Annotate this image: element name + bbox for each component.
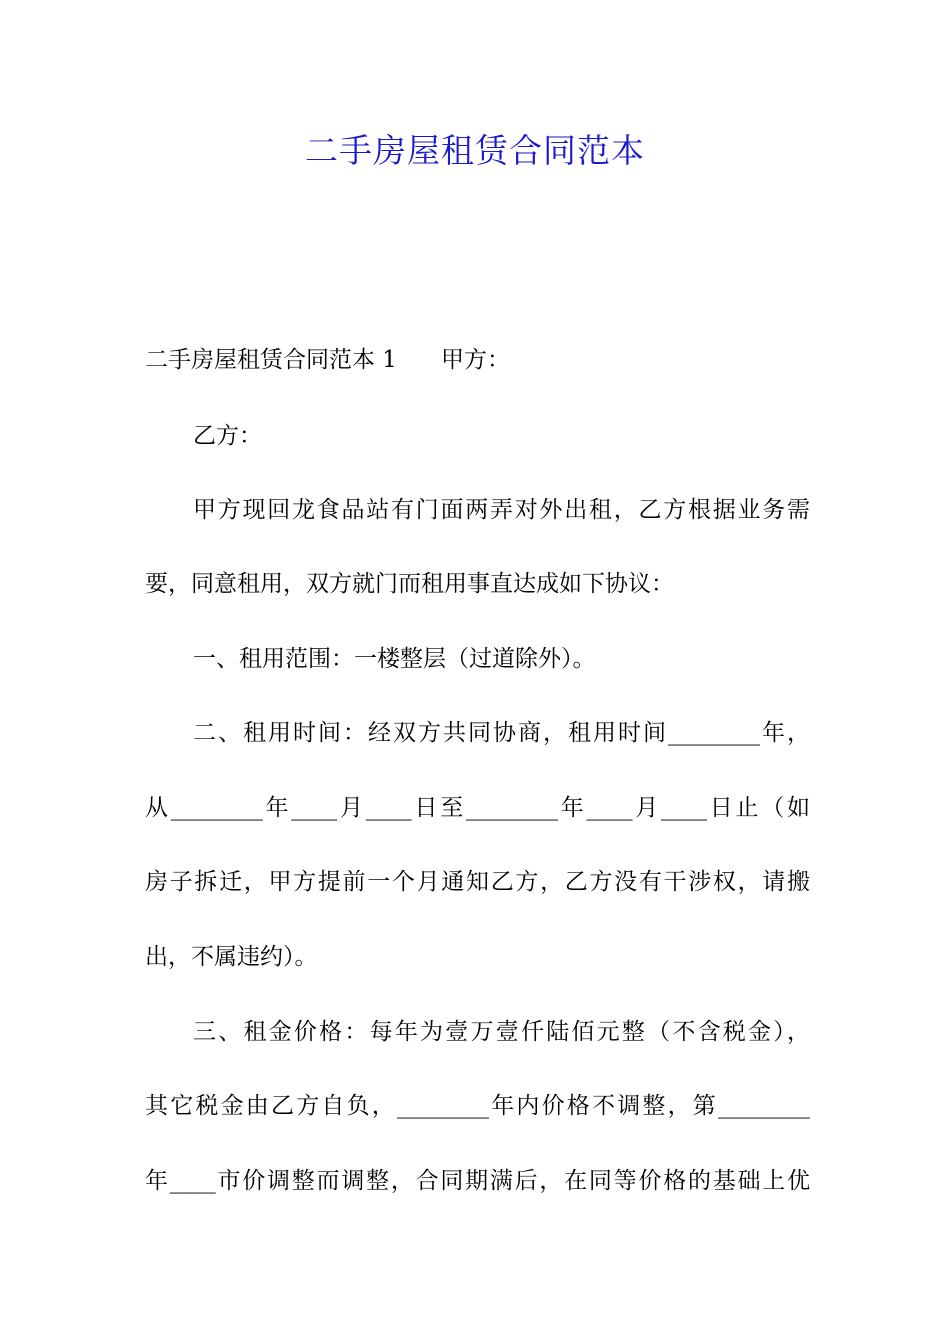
paragraph-line: 要，同意租用，双方就门而租用事直达成如下协议： <box>145 571 674 597</box>
party-b-label: 乙方： <box>193 423 262 449</box>
paragraph-line: 其它税金由乙方自负，________年内价格不调整，第________ <box>145 1093 810 1119</box>
document-title: 二手房屋租赁合同范本 <box>305 131 645 170</box>
contract-heading-line <box>145 344 810 376</box>
paragraph-line: 从________年____月____日至________年____月____日止（如 <box>145 795 810 821</box>
contract-number-heading: 二手房屋租赁合同范本 1 <box>145 347 397 373</box>
paragraph-line: 年____市价调整而调整，合同期满后，在同等价格的基础上优 <box>145 1168 810 1194</box>
clause-term: 二、租用时间：经双方共同协商，租用时间________年， <box>193 720 810 746</box>
paragraph-line: 甲方现回龙食品站有门面两弄对外出租，乙方根据业务需 <box>193 497 810 523</box>
paragraph-line: 房子拆迁，甲方提前一个月通知乙方，乙方没有干涉权，请搬 <box>145 869 810 895</box>
clause-rent: 三、租金价格：每年为壹万壹仟陆佰元整（不含税金）， <box>193 1019 810 1045</box>
clause-scope: 一、租用范围：一楼整层（过道除外）。 <box>193 646 596 672</box>
party-a-label: 甲方： <box>440 347 510 373</box>
paragraph-line: 出，不属违约）。 <box>145 944 318 970</box>
